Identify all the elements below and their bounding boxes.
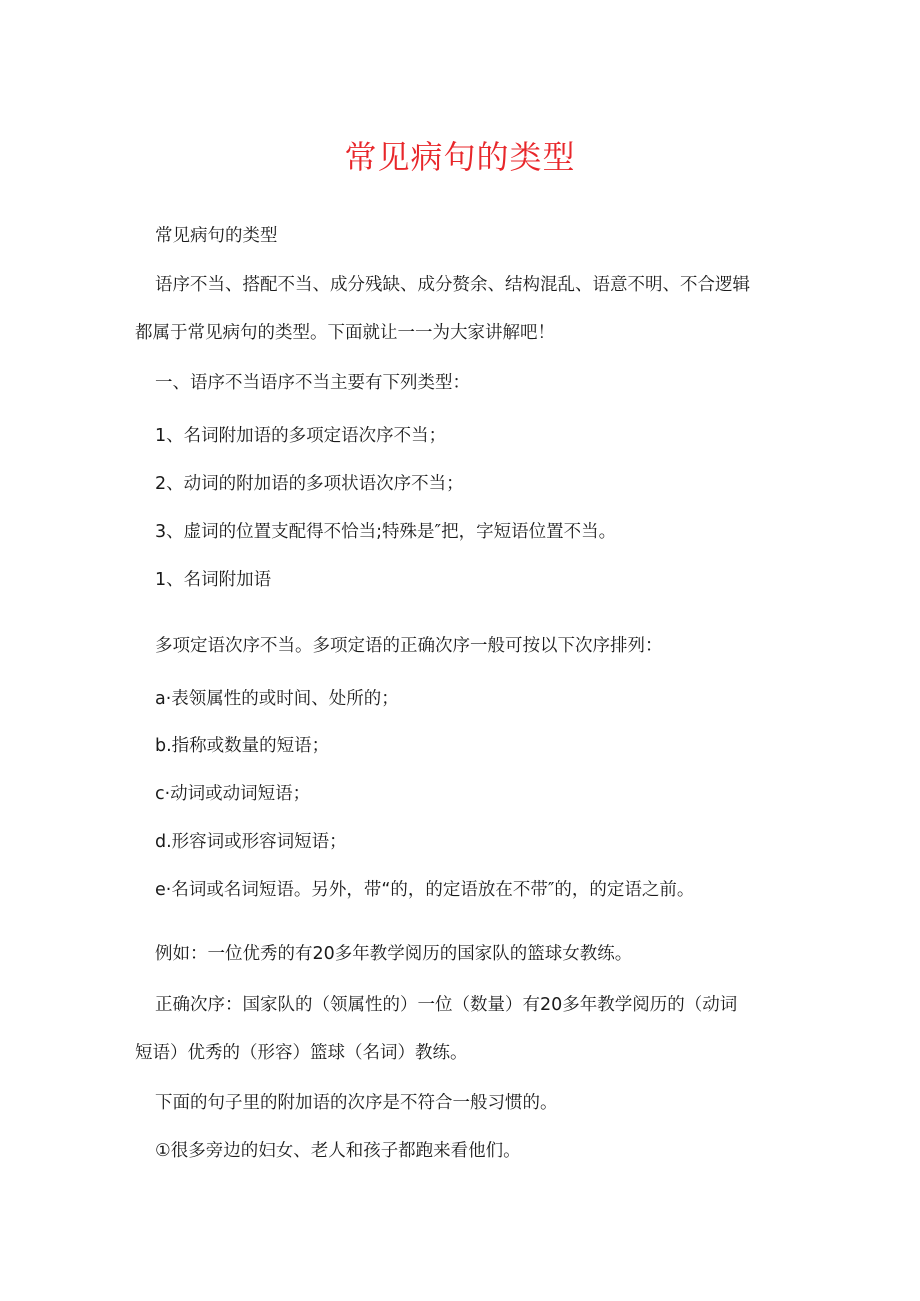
list-item: 3、虚词的位置支配得不恰当;特殊是″把，字短语位置不当。 xyxy=(155,522,617,542)
list-item: b.指称或数量的短语； xyxy=(155,736,330,756)
paragraph-intro-line1: 语序不当、搭配不当、成分残缺、成分赘余、结构混乱、语意不明、不合逻辑 xyxy=(155,275,750,295)
list-item: 1、名词附加语的多项定语次序不当； xyxy=(155,426,447,446)
paragraph: 下面的句子里的附加语的次序是不符合一般习惯的。 xyxy=(155,1093,558,1113)
list-item: e·名词或名词短语。另外，带“的，的定语放在不带″的，的定语之前。 xyxy=(155,880,695,900)
paragraph-subtitle: 常见病句的类型 xyxy=(155,226,278,246)
paragraph-intro-line2: 都属于常见病句的类型。下面就让一一为大家讲解吧！ xyxy=(135,323,555,343)
list-item: c·动词或动词短语； xyxy=(155,784,311,804)
paragraph-correct-order-line1: 正确次序：国家队的（领属性的）一位（数量）有20多年教学阅历的（动词 xyxy=(155,995,738,1015)
list-item: a·表领属性的或时间、处所的； xyxy=(155,689,399,709)
list-item: d.形容词或形容词短语； xyxy=(155,832,347,852)
document-title: 常见病句的类型 xyxy=(344,138,576,176)
paragraph-correct-order-line2: 短语）优秀的（形容）篮球（名词）教练。 xyxy=(135,1043,468,1063)
section-heading-word-order: 一、语序不当语序不当主要有下列类型： xyxy=(155,373,470,393)
paragraph: 多项定语次序不当。多项定语的正确次序一般可按以下次序排列： xyxy=(155,636,663,656)
subsection-heading: 1、名词附加语 xyxy=(155,570,272,590)
paragraph-example: 例如：一位优秀的有20多年教学阅历的国家队的篮球女教练。 xyxy=(155,944,633,964)
list-item: 2、动词的附加语的多项状语次序不当； xyxy=(155,474,464,494)
paragraph-example-sentence: ①很多旁边的妇女、老人和孩子都跑来看他们。 xyxy=(155,1141,521,1161)
